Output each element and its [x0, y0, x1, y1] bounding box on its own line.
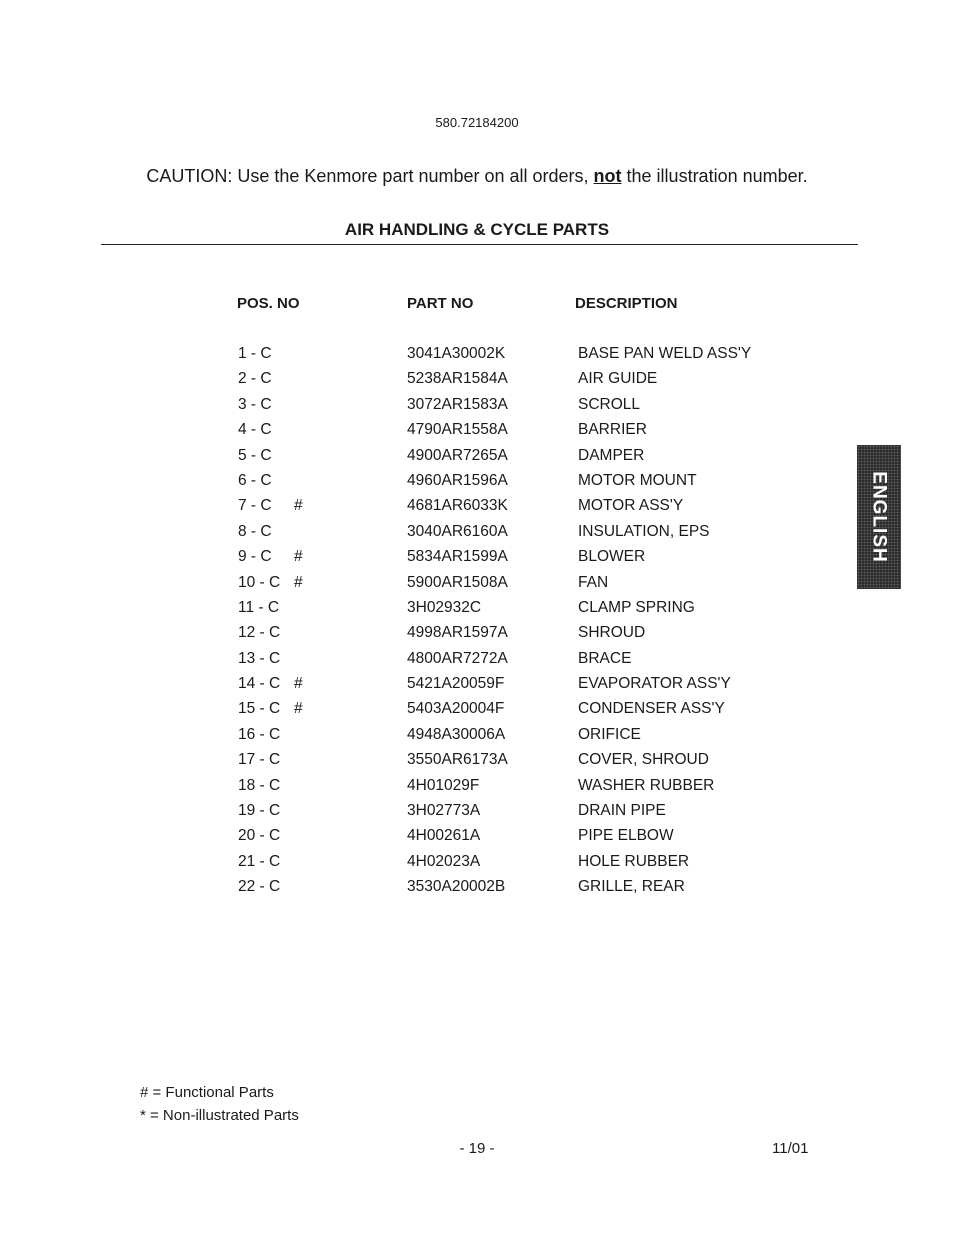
row-pos-no: 12 - C	[238, 624, 281, 642]
table-row	[0, 599, 954, 624]
row-part-no: 5238AR1584A	[407, 370, 508, 388]
row-part-no: 4H00261A	[407, 827, 481, 845]
row-pos-no: 16 - C	[238, 725, 281, 743]
row-functional-flag: #	[294, 675, 303, 693]
table-row	[0, 574, 954, 599]
row-part-no: 3530A20002B	[407, 878, 506, 896]
row-description: MOTOR ASS'Y	[578, 497, 684, 515]
row-description: INSULATION, EPS	[578, 522, 710, 540]
row-part-no: 4900AR7265A	[407, 446, 508, 464]
row-description: BARRIER	[578, 421, 647, 439]
section-title: AIR HANDLING & CYCLE PARTS	[344, 220, 610, 239]
row-part-no: 4681AR6033K	[407, 497, 508, 515]
row-description: DAMPER	[578, 446, 645, 464]
table-row	[0, 777, 954, 802]
row-pos-no: 21 - C	[238, 852, 281, 870]
row-pos-no: 13 - C	[238, 649, 281, 667]
row-part-no: 4998AR1597A	[407, 624, 508, 642]
table-row	[0, 802, 954, 827]
caution-notice	[0, 166, 954, 187]
row-part-no: 4960AR1596A	[407, 471, 508, 489]
row-part-no: 3550AR6173A	[407, 751, 508, 769]
table-row	[0, 523, 954, 548]
row-part-no: 5834AR1599A	[407, 548, 508, 566]
row-pos-no: 18 - C	[238, 776, 281, 794]
table-row	[0, 726, 954, 751]
table-row	[0, 497, 954, 522]
row-description: ORIFICE	[578, 725, 641, 743]
row-part-no: 5900AR1508A	[407, 573, 508, 591]
row-part-no: 3H02773A	[407, 802, 481, 820]
row-pos-no: 15 - C	[238, 700, 281, 718]
section-divider	[101, 244, 858, 245]
row-pos-no: 4 - C	[238, 421, 272, 439]
row-part-no: 4790AR1558A	[407, 421, 508, 439]
row-description: SHROUD	[578, 624, 646, 642]
row-description: WASHER RUBBER	[578, 776, 715, 794]
row-pos-no: 9 - C	[238, 548, 272, 566]
parts-table	[0, 345, 954, 904]
table-row	[0, 548, 954, 573]
row-pos-no: 6 - C	[238, 471, 272, 489]
table-row	[0, 853, 954, 878]
row-part-no: 3041A30002K	[407, 345, 506, 362]
table-row	[0, 751, 954, 776]
table-row	[0, 827, 954, 852]
row-description: BASE PAN WELD ASS'Y	[578, 345, 752, 362]
row-functional-flag: #	[294, 548, 303, 566]
row-part-no: 4H02023A	[407, 852, 481, 870]
page-number: - 19 -	[459, 1140, 495, 1157]
table-row	[0, 650, 954, 675]
row-description: MOTOR MOUNT	[578, 471, 697, 489]
row-pos-no: 20 - C	[238, 827, 281, 845]
row-part-no: 5421A20059F	[407, 675, 505, 693]
row-functional-flag: #	[294, 700, 303, 718]
row-description: FAN	[578, 573, 609, 591]
caution-suffix: the illustration number.	[621, 166, 808, 186]
table-row	[0, 472, 954, 497]
table-row	[0, 370, 954, 395]
caution-emphasis: not	[593, 166, 622, 186]
caution-prefix: CAUTION: Use the Kenmore part number on all orders,	[146, 166, 594, 186]
row-pos-no: 19 - C	[238, 802, 281, 820]
row-pos-no: 14 - C	[238, 675, 281, 693]
language-tab-label: ENGLISH	[869, 471, 891, 563]
row-description: BLOWER	[578, 548, 646, 566]
row-part-no: 4948A30006A	[407, 725, 506, 743]
row-description: PIPE ELBOW	[578, 827, 674, 845]
row-part-no: 3040AR6160A	[407, 522, 508, 540]
row-pos-no: 11 - C	[238, 598, 280, 616]
row-description: HOLE RUBBER	[578, 852, 690, 870]
row-pos-no: 22 - C	[238, 878, 281, 896]
language-tab	[857, 445, 901, 589]
row-pos-no: 5 - C	[238, 446, 272, 464]
row-description: SCROLL	[578, 395, 641, 413]
row-part-no: 3H02932C	[407, 598, 482, 616]
row-pos-no: 8 - C	[238, 522, 272, 540]
row-description: DRAIN PIPE	[578, 802, 666, 820]
table-row	[0, 624, 954, 649]
row-part-no: 5403A20004F	[407, 700, 505, 718]
table-row	[0, 700, 954, 725]
revision-date: 11/01	[772, 1140, 809, 1157]
row-pos-no: 2 - C	[238, 370, 272, 388]
table-row	[0, 878, 954, 903]
table-row	[0, 675, 954, 700]
table-row	[0, 345, 954, 370]
row-part-no: 4800AR7272A	[407, 649, 508, 667]
table-row	[0, 396, 954, 421]
row-description: EVAPORATOR ASS'Y	[578, 675, 731, 693]
row-part-no: 3072AR1583A	[407, 395, 508, 413]
row-functional-flag: #	[294, 497, 303, 515]
row-pos-no: 3 - C	[238, 395, 272, 413]
model-number: 580.72184200	[435, 115, 519, 130]
table-row	[0, 447, 954, 472]
row-pos-no: 17 - C	[238, 751, 281, 769]
row-part-no: 4H01029F	[407, 776, 480, 794]
row-description: CONDENSER ASS'Y	[578, 700, 725, 718]
header-pos-no: POS. NO	[237, 295, 300, 312]
row-description: CLAMP SPRING	[578, 598, 695, 616]
row-pos-no: 1 - C	[238, 345, 272, 362]
header-description: DESCRIPTION	[575, 295, 678, 312]
row-description: BRACE	[578, 649, 632, 667]
row-description: GRILLE, REAR	[578, 878, 685, 896]
table-row	[0, 421, 954, 446]
row-description: AIR GUIDE	[578, 370, 658, 388]
row-functional-flag: #	[294, 573, 303, 591]
row-pos-no: 10 - C	[238, 573, 281, 591]
legend-non-illustrated: * = Non-illustrated Parts	[140, 1107, 299, 1124]
legend-functional: # = Functional Parts	[140, 1084, 274, 1101]
row-pos-no: 7 - C	[238, 497, 272, 515]
row-description: COVER, SHROUD	[578, 751, 709, 769]
header-part-no: PART NO	[407, 295, 474, 312]
